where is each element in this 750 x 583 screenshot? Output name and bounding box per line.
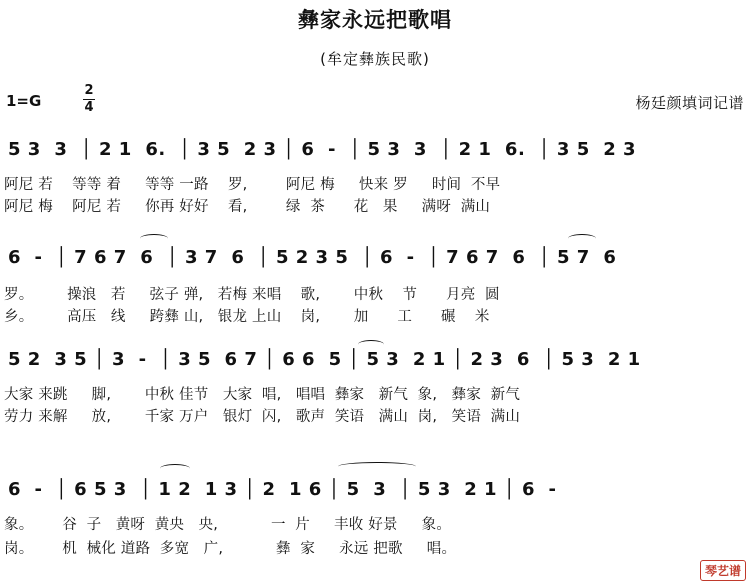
staff-row-4	[0, 474, 750, 508]
song-subtitle: (牟定彝族民歌)	[320, 50, 430, 68]
time-signature	[82, 84, 96, 115]
lyric-row-4-verse-2: 岗。 机 械化 道路 多宽 广, 彝 家 永远 把歌 唱。	[4, 541, 457, 557]
notes-row-2: 6 - │ 7 6 7 6 │ 3 7 6 │ 5 2 3 5 │ 6 - │ 7 6 7 6 │ 5 7 6	[8, 247, 617, 268]
tie-mark	[568, 234, 596, 243]
slur-mark	[358, 340, 384, 349]
attribution: 杨廷颜填词记谱	[635, 94, 744, 112]
lyric-row-3-verse-2: 劳力 来解 放, 千家 万户 银灯 闪, 歌声 笑语 满山 岗, 笑语 满山	[4, 409, 521, 425]
notes-row-4: 6 - │ 6 5 3 │ 1 2 1 3 │ 2 1 6 │ 5 3 │ 5 3 2 1 │ 6 -	[8, 479, 557, 500]
key-signature: 1=G	[6, 92, 42, 110]
lyric-row-3-verse-1: 大家 来跳 脚, 中秋 佳节 大家 唱, 唱唱 彝家 新气 象, 彝家 新气	[4, 387, 521, 403]
lyric-row-4-verse-1: 象。 谷 子 黄呀 黄央 央, 一 片 丰收 好景 象。	[4, 517, 452, 533]
tie-mark	[160, 464, 190, 473]
meter-bottom: 4	[84, 100, 94, 115]
staff-row-2	[0, 242, 750, 276]
lyric-row-1-verse-1: 阿尼 若 等等 着 等等 一路 罗, 阿尼 梅 快来 罗 时间 不早	[4, 177, 501, 193]
meter-top: 2	[84, 83, 94, 98]
notes-row-3: 5 2 3 5 │ 3 - │ 3 5 6 7 │ 6 6 5 │ 5 3 2 1 │ 2 3 6 │ 5 3 2 1	[8, 349, 641, 370]
song-title: 彝家永远把歌唱	[298, 8, 452, 32]
watermark-logo: 琴艺谱	[700, 560, 746, 581]
staff-row-1	[0, 134, 750, 168]
slur-mark	[338, 462, 416, 471]
staff-row-3	[0, 344, 750, 378]
notes-row-1: 5 3 3 │ 2 1 6. │ 3 5 2 3 │ 6 - │ 5 3 3 │ 2 1 6. │ 3 5 2 3	[8, 139, 637, 160]
lyric-row-2-verse-1: 罗。 操浪 若 弦子 弹, 若梅 来唱 歌, 中秋 节 月亮 圆	[4, 287, 500, 303]
lyric-row-1-verse-2: 阿尼 梅 阿尼 若 你再 好好 看, 绿 茶 花 果 满呀 满山	[4, 199, 491, 215]
lyric-row-2-verse-2: 乡。 高压 线 跨彝 山, 银龙 上山 岗, 加 工 碾 米	[4, 309, 490, 325]
tie-mark	[140, 234, 168, 243]
